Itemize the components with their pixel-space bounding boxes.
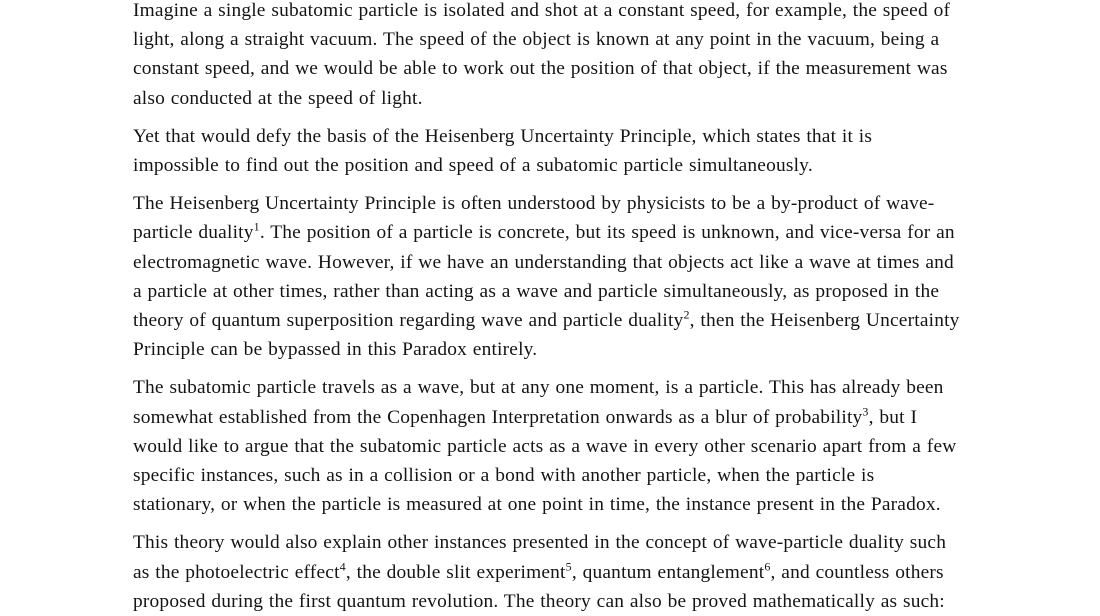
footnote-marker-6[interactable]: 6 (764, 559, 771, 574)
paragraph-3 (133, 189, 961, 364)
paragraph-1 (133, 0, 961, 113)
paragraph-5 (133, 528, 961, 616)
text-run: , quantum entanglement (571, 561, 765, 583)
text-run: The subatomic particle travels as a wave, but at any one moment, is a particle. This has already been somewhat established from the Copenhagen Interpretation onwards as a blur of probability (133, 377, 944, 428)
footnote-marker-1[interactable]: 1 (253, 219, 260, 234)
text-run: , the double slit experiment (345, 561, 566, 583)
footnote-marker-5[interactable]: 5 (565, 559, 572, 574)
text-run: This theory would also explain other instances presented in the concept of wave-particle duality such as the photoelectric effect (133, 532, 947, 583)
document-text-body (133, 0, 961, 616)
footnote-marker-3[interactable]: 3 (862, 404, 869, 419)
footnote-marker-4[interactable]: 4 (339, 559, 346, 574)
text-run: , but I would like to argue that the subatomic particle acts as a wave in every other scenario apart from a few specific instances, such as in a collision or a bond with another particle, when the particle is stationary, or when the particle is measured at one point in time, the instance present in the Paradox. (133, 406, 957, 516)
text-run: , and countless others proposed during the first quantum revolution. The theory can also be proved mathematically as such: (133, 561, 945, 612)
text-run: . The position of a particle is concrete, but its speed is unknown, and vice-versa for an electromagnetic wave. However, if we have an understanding that objects act like a wave at times and a particle at other times, rather than acting as a wave and particle simultaneously, as proposed in the theory of quantum superposition regarding wave and particle duality (133, 222, 955, 332)
footnote-marker-2[interactable]: 2 (683, 307, 690, 322)
paragraph-2 (133, 122, 961, 180)
paragraph-4 (133, 373, 961, 519)
text-run: Imagine a single subatomic particle is isolated and shot at a constant speed, for example, the speed of light, along a straight vacuum. The speed of the object is known at any point in the vacuum, being a constant speed, and we would be able to work out the position of that object, if the measurement was also conducted at the speed of light. (133, 0, 951, 109)
text-run: The Heisenberg Uncertainty Principle is often understood by physicists to be a by-product of wave-particle duality (133, 193, 935, 244)
text-run: , then the Heisenberg Uncertainty Principle can be bypassed in this Paradox entirely. (133, 310, 960, 361)
text-run: Yet that would defy the basis of the Heisenberg Uncertainty Principle, which states that it is impossible to find out the position and speed of a subatomic particle simultaneously. (133, 125, 873, 177)
